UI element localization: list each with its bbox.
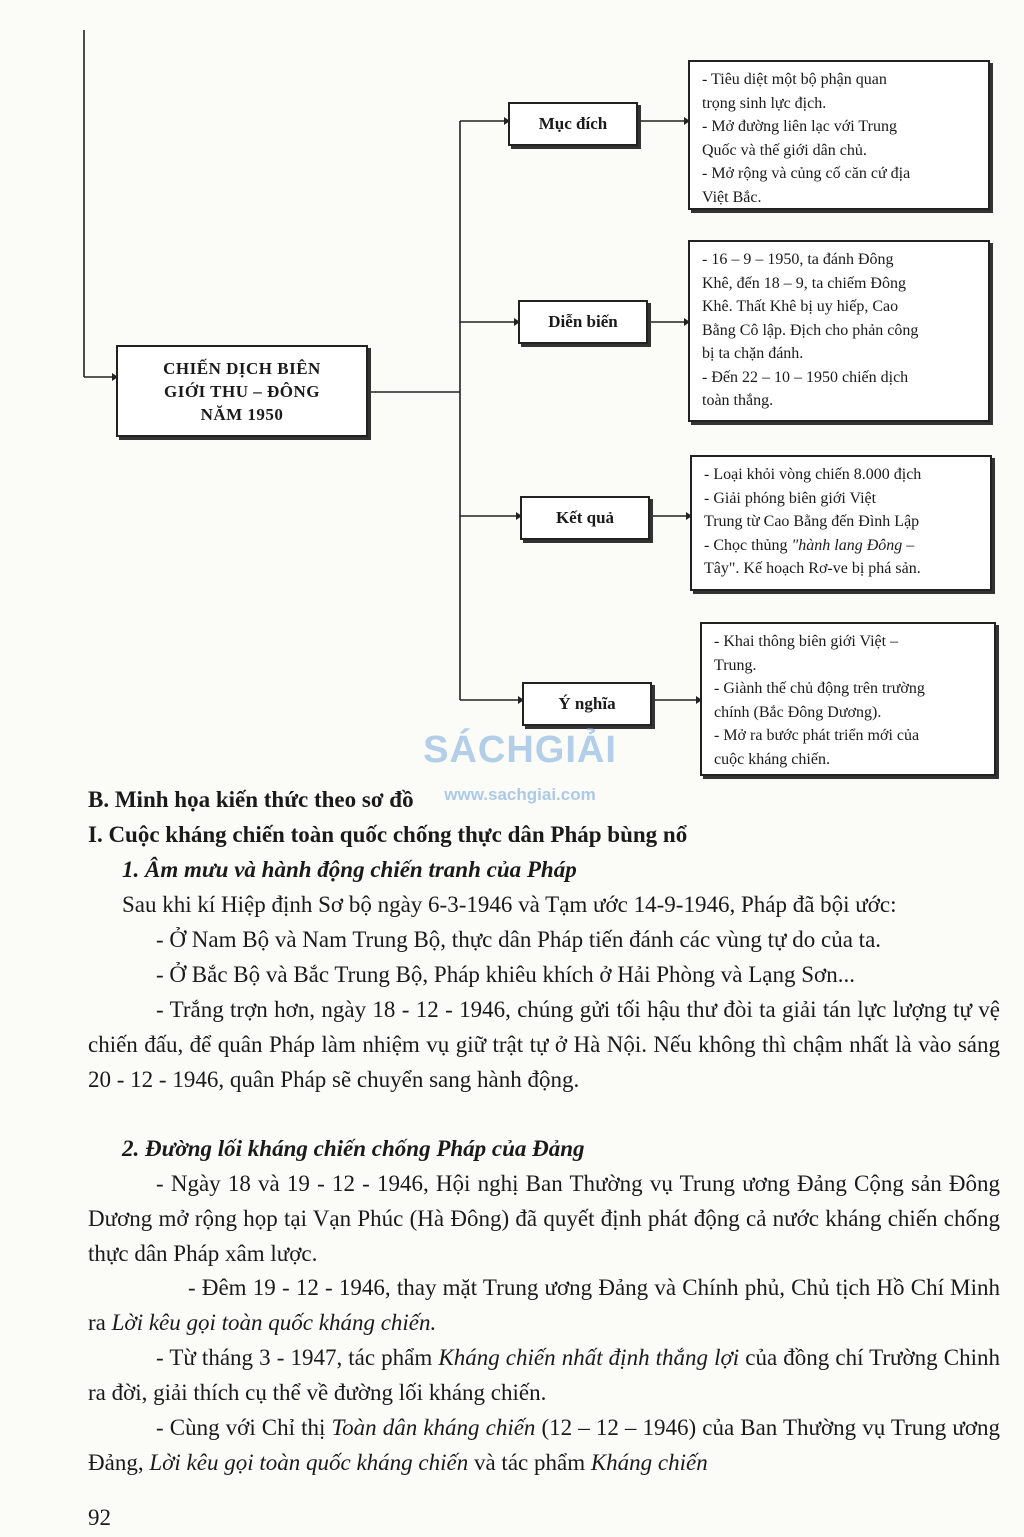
- detail-line: Khê. Thất Khê bị uy hiếp, Cao: [702, 298, 899, 315]
- detail-line-start: - Chọc thủng: [704, 536, 792, 554]
- paragraph-8: [88, 1411, 1000, 1481]
- paragraph-7-italic: Kháng chiến nhất định thắng lợi: [438, 1345, 740, 1370]
- main-box-line: GIỚI THU – ĐÔNG: [164, 382, 320, 401]
- detail-line: chính (Bắc Đông Dương).: [714, 703, 882, 721]
- box-dien-bien: Diễn biến: [518, 300, 648, 344]
- detail-line: Trung.: [714, 656, 757, 674]
- detail-line: - Mở rộng và củng cố căn cứ địa: [702, 165, 911, 182]
- box-muc-dich: Mục đích: [508, 102, 638, 146]
- detail-line: toàn thắng.: [702, 392, 774, 409]
- subheading-2: 2. Đường lối kháng chiến chống Pháp của Đảng: [122, 1136, 585, 1161]
- paragraph-8-italic-1: Toàn dân kháng chiến: [331, 1415, 536, 1440]
- paragraph-8-text-b: (12 – 12 – 1946) của Ban Thường vụ Trung ương Đảng,: [88, 1415, 1000, 1475]
- paragraph-6-italic: Lời kêu gọi toàn quốc kháng chiến.: [111, 1309, 437, 1335]
- detail-line: Khê, đến 18 – 9, ta chiếm Đông: [702, 274, 906, 292]
- detail-line: trọng sinh lực địch.: [702, 94, 827, 112]
- detail-line: - 16 – 9 – 1950, ta đánh Đông: [702, 251, 894, 268]
- paragraph-6: [88, 1271, 1000, 1341]
- detail-line: - Đến 22 – 10 – 1950 chiến dịch: [702, 368, 909, 386]
- detail-y-nghia: [700, 622, 996, 776]
- detail-line: Bằng Cô lập. Địch cho phản công: [702, 321, 919, 339]
- paragraph-5: - Ngày 18 và 19 - 12 - 1946, Hội nghị Ban Thường vụ Trung ương Đảng Cộng sản Đông Dương mở rộng họp tại Vạn Phúc (Hà Đông) đã quyết định phát động cả nước kháng chiến chống thực dân Pháp xâm lược.: [88, 1171, 1000, 1266]
- paragraph-6-text: - Đêm 19 - 12 - 1946, thay mặt Trung ương Đảng và Chính phủ, Chủ tịch Hồ Chí Minh ra: [88, 1275, 1000, 1335]
- paragraph-7-text-a: - Từ tháng 3 - 1947, tác phẩm: [156, 1345, 439, 1370]
- detail-ket-qua: [690, 455, 992, 591]
- detail-muc-dich: [688, 60, 990, 210]
- detail-line: Tây". Kế hoạch Rơ-ve bị phá sản.: [704, 560, 921, 577]
- subheading-1: 1. Âm mưu và hành động chiến tranh của Pháp: [122, 857, 577, 882]
- box-ket-qua: Kết quả: [520, 496, 650, 540]
- main-box-line: NĂM 1950: [200, 405, 284, 424]
- detail-line: cuộc kháng chiến.: [714, 750, 830, 768]
- detail-line: Quốc và thế giới dân chủ.: [702, 141, 867, 159]
- paragraph-7-text-b: của đồng chí Trường Chinh ra đời, giải thích cụ thể về đường lối kháng chiến.: [88, 1345, 1000, 1405]
- detail-line: - Mở ra bước phát triển mới của: [714, 727, 920, 744]
- watermark-brand: SÁCHGIẢI: [423, 729, 617, 771]
- paragraph-2: - Ở Nam Bộ và Nam Trung Bộ, thực dân Pháp tiến đánh các vùng tự do của ta.: [156, 927, 882, 952]
- detail-line: Trung từ Cao Bằng đến Đình Lập: [704, 513, 920, 530]
- box-y-nghia: Ý nghĩa: [522, 682, 652, 726]
- paragraph-8-italic-3: Kháng chiến: [590, 1449, 708, 1475]
- heading-b: B. Minh họa kiến thức theo sơ đồ: [88, 787, 414, 812]
- detail-line: [704, 534, 982, 558]
- detail-line: - Tiêu diệt một bộ phận quan: [702, 71, 887, 88]
- paragraph-3: - Ở Bắc Bộ và Bắc Trung Bộ, Pháp khiêu khích ở Hải Phòng và Lạng Sơn...: [156, 962, 855, 987]
- paragraph-4: - Trắng trợn hơn, ngày 18 - 12 - 1946, chúng gửi tối hậu thư đòi ta giải tán lực lượng tự vệ chiến đấu, để quân Pháp làm nhiệm vụ giữ trật tự ở Hà Nội. Nếu không thì chậm nhất là vào sáng 20 - 12 - 1946, quân Pháp sẽ chuyển sang hành động.: [88, 997, 1000, 1092]
- detail-line: bị ta chặn đánh.: [702, 345, 804, 362]
- watermark: [410, 725, 630, 805]
- main-box-line: CHIẾN DỊCH BIÊN: [163, 359, 321, 378]
- detail-line: - Mở đường liên lạc với Trung: [702, 118, 897, 135]
- detail-line: Việt Bắc.: [702, 188, 762, 206]
- detail-italic: "hành lang Đông –: [791, 536, 915, 554]
- page-number: 92: [88, 1505, 111, 1530]
- heading-i: I. Cuộc kháng chiến toàn quốc chống thực dân Pháp bùng nổ: [88, 822, 688, 847]
- paragraph-8-text-a: - Cùng với Chỉ thị: [156, 1415, 332, 1440]
- detail-line: - Loại khỏi vòng chiến 8.000 địch: [704, 466, 922, 483]
- detail-line: - Khai thông biên giới Việt –: [714, 633, 899, 650]
- paragraph-8-text-c: và tác phẩm: [468, 1449, 591, 1475]
- detail-line: - Giành thế chủ động trên trường: [714, 680, 925, 697]
- detail-dien-bien: [688, 240, 990, 422]
- watermark-url: www.sachgiai.com: [444, 785, 596, 804]
- detail-line: - Giải phóng biên giới Việt: [704, 489, 877, 507]
- paragraph-1: Sau khi kí Hiệp định Sơ bộ ngày 6-3-1946 và Tạm ước 14-9-1946, Pháp đã bội ước:: [122, 892, 897, 917]
- main-box-campaign: [116, 345, 368, 437]
- paragraph-7: [88, 1341, 1000, 1411]
- paragraph-8-italic-2: Lời kêu gọi toàn quốc kháng chiến: [149, 1449, 469, 1475]
